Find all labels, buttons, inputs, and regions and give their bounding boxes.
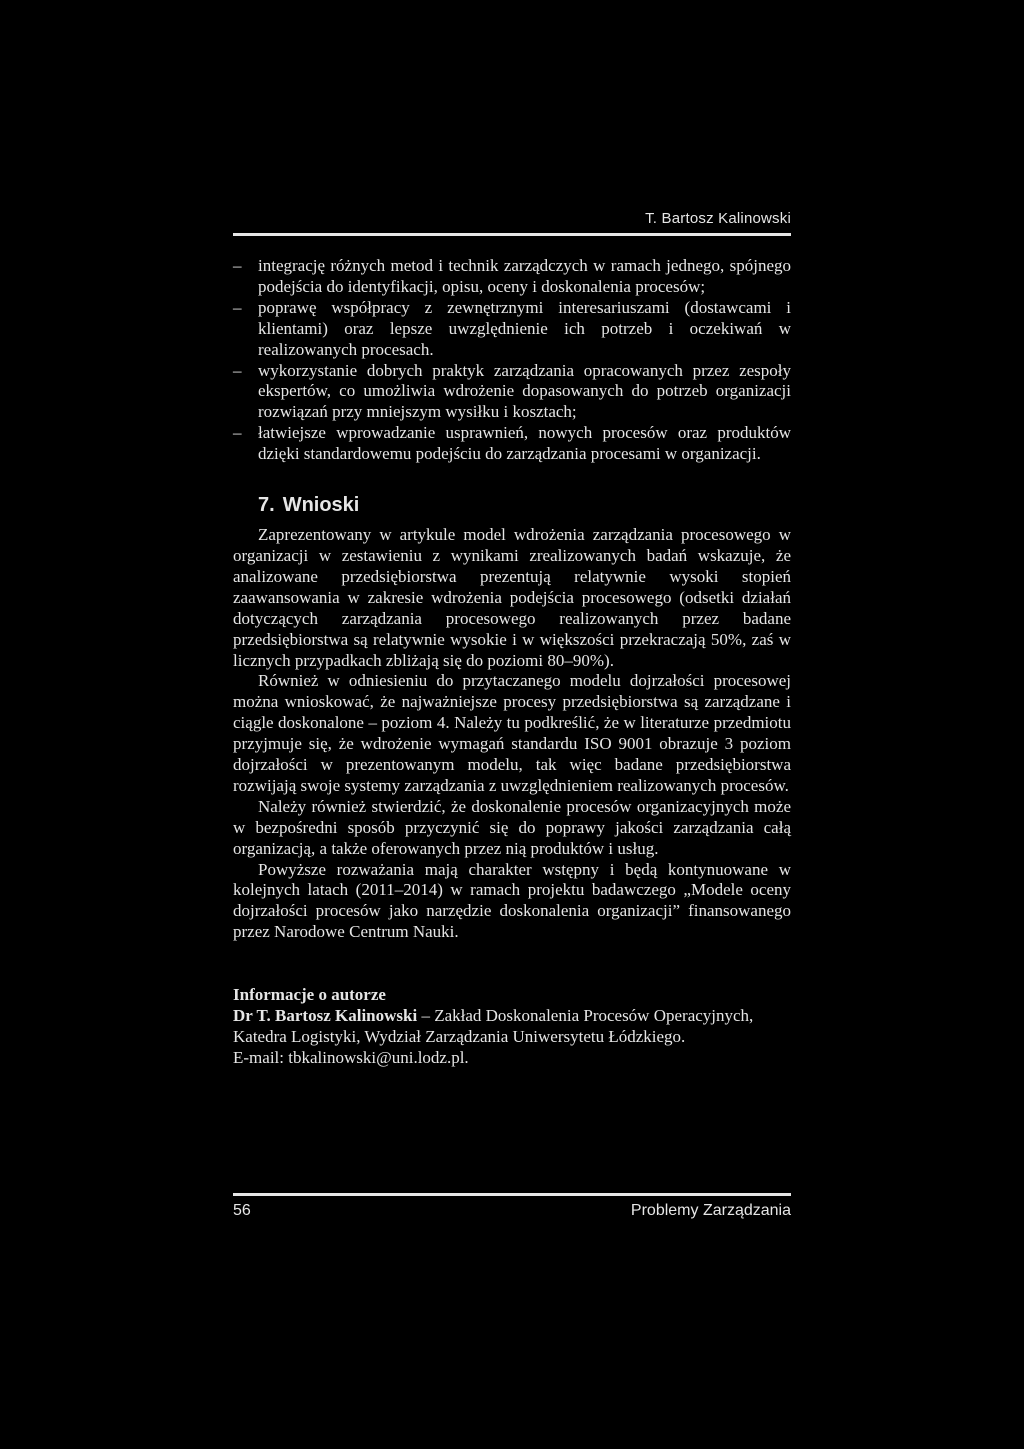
section-title: Wnioski	[282, 494, 360, 517]
list-item-text: integrację różnych metod i technik zarządczych w ramach jednego, spójnego podejścia do identyfikacji, opisu, oceny i doskonalenia procesów;	[258, 256, 791, 296]
dash-marker: –	[233, 297, 242, 317]
paragraph: Również w odniesieniu do przytaczanego modelu dojrzałości procesowej można wnioskować, że najważniejsze procesy przedsiębiorstwa są zarządzane i ciągle doskonalone – poziom 4. Należy tu podkreślić, że w literaturze przedmiotu przyjmuje się, że wdrożenie wymagań standardu ISO 9001 obrazuje 3 poziom dojrzałości w prezentowanym modelu, tak więc badane przedsiębiorstwa rozwijają swoje systemy zarządzania z uwzględnieniem realizowanych procesów.	[233, 671, 791, 795]
paragraph: Zaprezentowany w artykule model wdrożenia zarządzania procesowego w organizacji w zestawieniu z wynikami zrealizowanych badań wskazuje, że analizowane przedsiębiorstwa prezentują relatywnie wysoki stopień zaawansowania w zakresie wdrożenia podejścia procesowego (odsetki działań dotyczących zarządzania procesowego realizowanych przez badane przedsiębiorstwa są relatywnie wysokie i w większości przekraczają 50%, zaś w licznych przypadkach zbliżają się do poziomi 80–90%).	[233, 525, 791, 670]
section-heading	[258, 493, 791, 517]
author-info	[233, 985, 791, 1069]
author-name: Dr T. Bartosz Kalinowski	[233, 1006, 418, 1026]
list-item	[233, 361, 791, 424]
list-item-text: poprawę współpracy z zewnętrznymi interesariuszami (dostawcami i klientami) oraz lepsze uwzględnienie ich potrzeb i oczekiwań w realizowanych procesach.	[258, 297, 791, 359]
running-head: T. Bartosz Kalinowski	[645, 210, 791, 227]
author-email: E-mail: tbkalinowski@uni.lodz.pl.	[233, 1047, 469, 1067]
list-item	[233, 423, 791, 465]
page-number: 56	[233, 1202, 251, 1219]
section-number: 7.	[258, 494, 275, 517]
dash-marker: –	[233, 256, 242, 275]
bullet-list	[233, 256, 791, 465]
header-rule	[233, 233, 791, 236]
dash-marker: –	[233, 423, 242, 443]
author-affiliation: – Zakład Doskonalenia Procesów Operacyjnych, Katedra Logistyki, Wydział Zarządzania Uniwersytetu Łódzkiego.	[233, 1006, 754, 1046]
list-item	[233, 298, 791, 361]
author-info-heading: Informacje o autorze	[233, 985, 386, 1005]
paragraph: Należy również stwierdzić, że doskonalenie procesów organizacyjnych może w bezpośredni sposób przyczynić się do poprawy jakości zarządzania całą organizacją, a także oferowanych przez nią produktów i usług.	[233, 796, 791, 858]
dash-marker: –	[233, 360, 242, 380]
list-item-text: łatwiejsze wprowadzanie usprawnień, nowych procesów oraz produktów dzięki standardowemu podejściu do zarządzania procesami w organizacji.	[258, 423, 791, 464]
footer-rule	[233, 1193, 791, 1196]
list-item	[233, 256, 791, 298]
list-item-text: wykorzystanie dobrych praktyk zarządzania opracowanych przez zespoły ekspertów, co umożliwia wdrożenie dopasowanych do potrzeb organizacji rozwiązań przy mniejszym wysiłku i kosztach;	[258, 360, 791, 422]
main-content	[233, 256, 791, 1069]
journal-name: Problemy Zarządzania	[630, 1202, 791, 1219]
paragraph: Powyższe rozważania mają charakter wstępny i będą kontynuowane w kolejnych latach (2011–2014) w ramach projektu badawczego „Modele oceny dojrzałości procesów jako narzędzie doskonalenia organizacji” finansowanego przez Narodowe Centrum Nauki.	[233, 859, 791, 942]
